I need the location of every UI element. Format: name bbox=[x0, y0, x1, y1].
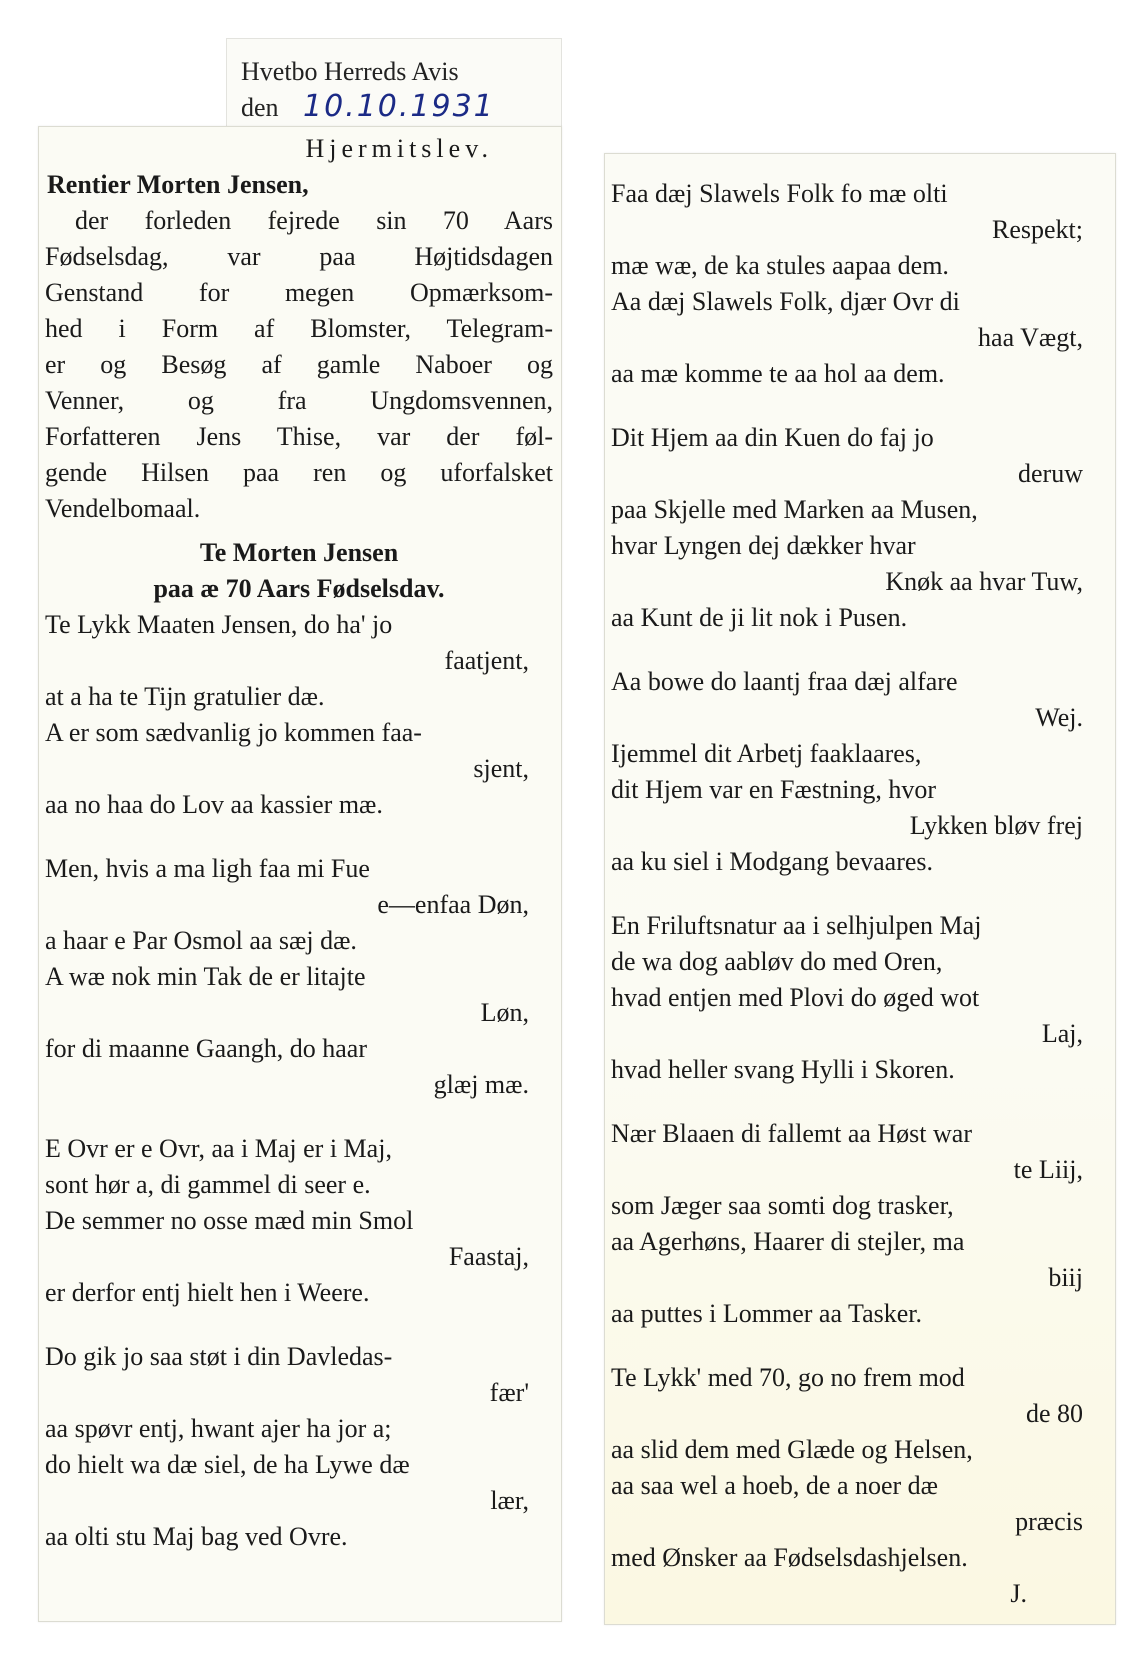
intro-line: Vendelbomaal. bbox=[45, 494, 201, 523]
intro-line: Fødselsdag, var paa Højtidsdagen bbox=[45, 242, 553, 271]
date-prefix: den bbox=[241, 93, 279, 122]
poem-line: at a ha te Tijn gratulier dæ. bbox=[45, 682, 325, 711]
poem-line: Respekt; bbox=[992, 215, 1083, 244]
poem-line: aa olti stu Maj bag ved Ovre. bbox=[45, 1522, 348, 1551]
poem-line: de 80 bbox=[1025, 1399, 1083, 1428]
poem-line: aa Agerhøns, Haarer di stejler, ma bbox=[611, 1227, 965, 1256]
poem-line: Løn, bbox=[480, 998, 529, 1027]
poem-line: aa Kunt de ji lit nok i Pusen. bbox=[611, 603, 908, 632]
intro-line: er og Besøg af gamle Naboer og bbox=[45, 350, 553, 379]
intro-line: gende Hilsen paa ren og uforfalsket bbox=[45, 458, 553, 487]
intro-line: Venner, og fra Ungdomsvennen, bbox=[45, 386, 553, 415]
poem-line: biij bbox=[1048, 1263, 1083, 1292]
handwritten-date: 10.10.1931 bbox=[303, 89, 495, 124]
poem-line: med Ønsker aa Fødselsdashjelsen. bbox=[611, 1543, 968, 1572]
poem-line: dit Hjem var en Fæstning, hvor bbox=[611, 775, 936, 804]
poem-line: Nær Blaaen di fallemt aa Høst war bbox=[611, 1119, 972, 1148]
poem-title: Te Morten Jensen bbox=[199, 538, 399, 567]
article-heading: Hjermitslev. bbox=[305, 134, 493, 163]
poem-line: Lykken bløv frej bbox=[909, 811, 1083, 840]
poem-line: præcis bbox=[1015, 1507, 1083, 1536]
left-clipping-column bbox=[38, 126, 562, 1622]
intro-line: Rentier Morten Jensen, bbox=[47, 170, 309, 199]
poem-line: Te Lykk Maaten Jensen, do ha' jo bbox=[45, 610, 393, 639]
poem-line: Faastaj, bbox=[448, 1242, 529, 1271]
poem-line: hvad entjen med Plovi do øged wot bbox=[611, 983, 980, 1012]
poem-line: aa spøvr entj, hwant ajer ha jor a; bbox=[45, 1414, 392, 1443]
poem-line: lær, bbox=[490, 1486, 529, 1515]
poem-line: sont hør a, di gammel di seer e. bbox=[45, 1170, 371, 1199]
poem-line: aa ku siel i Modgang bevaares. bbox=[611, 847, 934, 876]
poem-line: aa saa wel a hoeb, de a noer dæ bbox=[611, 1471, 939, 1500]
poem-line: Aa bowe do laantj fraa dæj alfare bbox=[611, 667, 958, 696]
poem-line: Men, hvis a ma ligh faa mi Fue bbox=[45, 854, 370, 883]
poem-subtitle: paa æ 70 Aars Fødselsdav. bbox=[153, 574, 445, 603]
poem-line: Do gik jo saa støt i din Davledas- bbox=[45, 1342, 393, 1371]
poem-line: hvad heller svang Hylli i Skoren. bbox=[611, 1055, 955, 1084]
poem-line: do hielt wa dæ siel, de ha Lywe dæ bbox=[45, 1450, 410, 1479]
clipping-source-label bbox=[226, 38, 562, 130]
intro-line: Genstand for megen Opmærksom- bbox=[45, 278, 553, 307]
intro-line: hed i Form af Blomster, Telegram- bbox=[45, 314, 553, 343]
poem-line: Ijemmel dit Arbetj faaklaares, bbox=[611, 739, 922, 768]
poem-line: de wa dog aabløv do med Oren, bbox=[611, 947, 943, 976]
newspaper-name: Hvetbo Herreds Avis bbox=[241, 57, 459, 86]
poem-line: te Liij, bbox=[1013, 1155, 1083, 1184]
poem-line: En Friluftsnatur aa i selhjulpen Maj bbox=[611, 911, 982, 940]
poem-line: faatjent, bbox=[444, 646, 529, 675]
intro-line: der forleden fejrede sin 70 Aars bbox=[75, 206, 553, 235]
poem-line: er derfor entj hielt hen i Weere. bbox=[45, 1278, 370, 1307]
poem-line: a haar e Par Osmol aa sæj dæ. bbox=[45, 926, 357, 955]
poem-line: Aa dæj Slawels Folk, djær Ovr di bbox=[611, 287, 960, 316]
right-clipping-column bbox=[604, 153, 1116, 1625]
poem-line: deruw bbox=[1018, 459, 1083, 488]
poem-line: Dit Hjem aa din Kuen do faj jo bbox=[611, 423, 934, 452]
poem-line: som Jæger saa somti dog trasker, bbox=[611, 1191, 954, 1220]
author-signature: J. bbox=[1010, 1579, 1027, 1608]
poem-line: Te Lykk' med 70, go no frem mod bbox=[611, 1363, 965, 1392]
poem-line: De semmer no osse mæd min Smol bbox=[45, 1206, 414, 1235]
poem-line: fær' bbox=[489, 1378, 529, 1407]
poem-line: Wej. bbox=[1035, 703, 1083, 732]
poem-line: e—enfaa Døn, bbox=[377, 890, 529, 919]
poem-line: E Ovr er e Ovr, aa i Maj er i Maj, bbox=[45, 1134, 392, 1163]
poem-line: glæj mæ. bbox=[433, 1070, 529, 1099]
poem-line: haa Vægt, bbox=[978, 323, 1083, 352]
poem-line: sjent, bbox=[473, 754, 529, 783]
poem-line: mæ wæ, de ka stules aapaa dem. bbox=[611, 251, 949, 280]
poem-line: aa mæ komme te aa hol aa dem. bbox=[611, 359, 945, 388]
poem-line: A wæ nok min Tak de er litajte bbox=[45, 962, 366, 991]
poem-line: hvar Lyngen dej dækker hvar bbox=[611, 531, 916, 560]
poem-line: Laj, bbox=[1041, 1019, 1083, 1048]
poem-line: Faa dæj Slawels Folk fo mæ olti bbox=[611, 179, 948, 208]
poem-line: Knøk aa hvar Tuw, bbox=[885, 567, 1083, 596]
poem-line: A er som sædvanlig jo kommen faa- bbox=[45, 718, 422, 747]
poem-line: aa puttes i Lommer aa Tasker. bbox=[611, 1299, 923, 1328]
poem-line: paa Skjelle med Marken aa Musen, bbox=[611, 495, 978, 524]
intro-line: Forfatteren Jens Thise, var der føl- bbox=[45, 422, 553, 451]
poem-line: for di maanne Gaangh, do haar bbox=[45, 1034, 367, 1063]
poem-line: aa slid dem med Glæde og Helsen, bbox=[611, 1435, 973, 1464]
poem-line: aa no haa do Lov aa kassier mæ. bbox=[45, 790, 383, 819]
